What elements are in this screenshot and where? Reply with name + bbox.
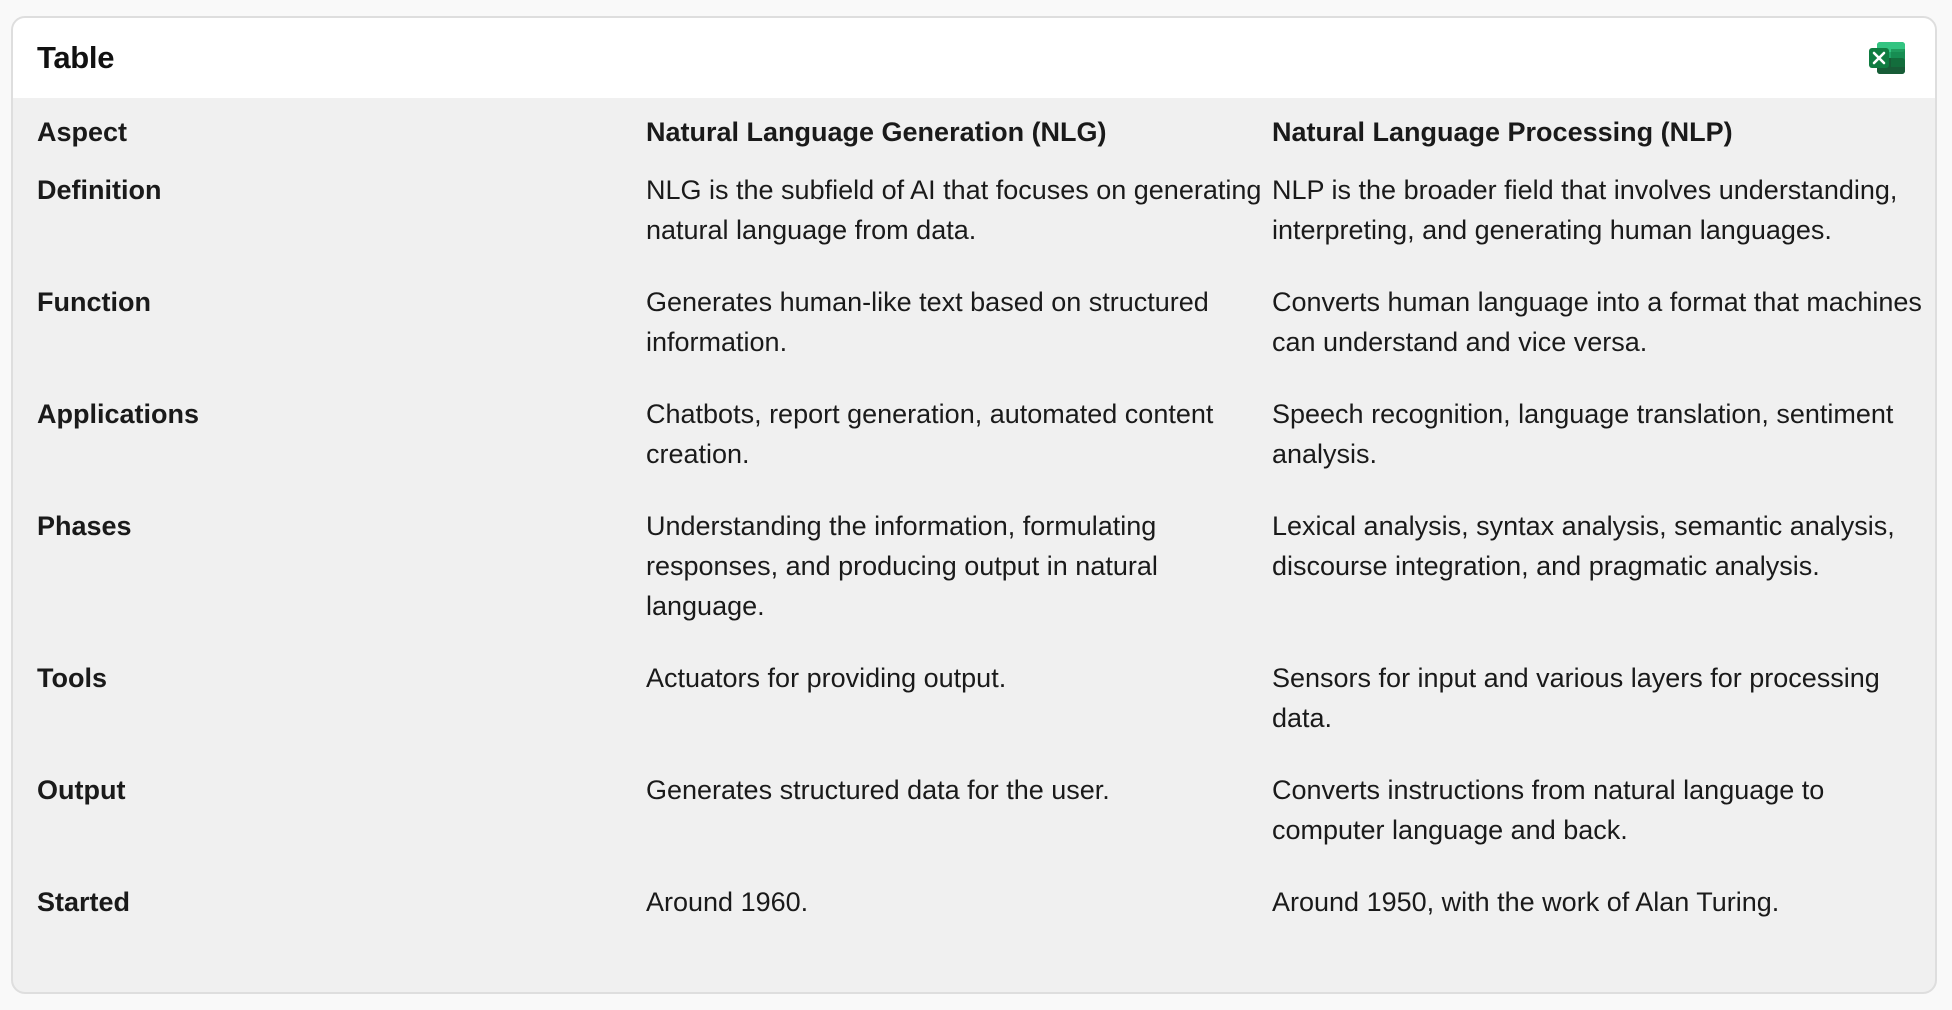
table-header-bar bbox=[13, 18, 1935, 98]
row-label: Output bbox=[37, 775, 126, 805]
column-header: Natural Language Generation (NLG) bbox=[646, 117, 1107, 147]
table-row bbox=[13, 882, 1935, 934]
table-cell: NLG is the subfield of AI that focuses on generating natural language from data. bbox=[646, 175, 1262, 245]
table-cell: Actuators for providing output. bbox=[646, 663, 1007, 693]
table-cell: NLP is the broader field that involves understanding, interpreting, and generating human languages. bbox=[1272, 175, 1898, 245]
table-cell: Around 1960. bbox=[646, 887, 809, 917]
table-cell: Speech recognition, language translation, sentiment analysis. bbox=[1272, 399, 1894, 469]
table-row bbox=[13, 506, 1935, 658]
row-label: Tools bbox=[37, 663, 107, 693]
table-cell: Chatbots, report generation, automated content creation. bbox=[646, 399, 1214, 469]
table-row bbox=[13, 282, 1935, 394]
comparison-table bbox=[13, 98, 1935, 934]
export-excel-button[interactable] bbox=[1861, 32, 1913, 84]
row-label: Phases bbox=[37, 511, 132, 541]
table-row bbox=[13, 770, 1935, 882]
column-header: Aspect bbox=[37, 117, 128, 147]
table-cell: Sensors for input and various layers for processing data. bbox=[1272, 663, 1880, 733]
table-cell: Understanding the information, formulating responses, and producing output in natural language. bbox=[646, 511, 1158, 621]
row-label: Started bbox=[37, 887, 131, 917]
table-cell: Lexical analysis, syntax analysis, semantic analysis, discourse integration, and pragmatic analysis. bbox=[1272, 511, 1895, 581]
table-cell: Generates human-like text based on structured information. bbox=[646, 287, 1209, 357]
row-label: Applications bbox=[37, 399, 200, 429]
row-label: Definition bbox=[37, 175, 162, 205]
table-cell: Generates structured data for the user. bbox=[646, 775, 1110, 805]
table-cell: Around 1950, with the work of Alan Turing. bbox=[1272, 887, 1780, 917]
row-label: Function bbox=[37, 287, 151, 317]
table-cell: Converts instructions from natural language to computer language and back. bbox=[1272, 775, 1825, 845]
table-row bbox=[13, 394, 1935, 506]
table-row bbox=[13, 658, 1935, 770]
table-row bbox=[13, 170, 1935, 282]
table-card bbox=[11, 16, 1937, 994]
excel-icon bbox=[1867, 38, 1907, 78]
table-cell: Converts human language into a format that machines can understand and vice versa. bbox=[1272, 287, 1922, 357]
table-header-row bbox=[13, 98, 1935, 170]
table-title: Table bbox=[37, 40, 115, 75]
column-header: Natural Language Processing (NLP) bbox=[1272, 117, 1733, 147]
